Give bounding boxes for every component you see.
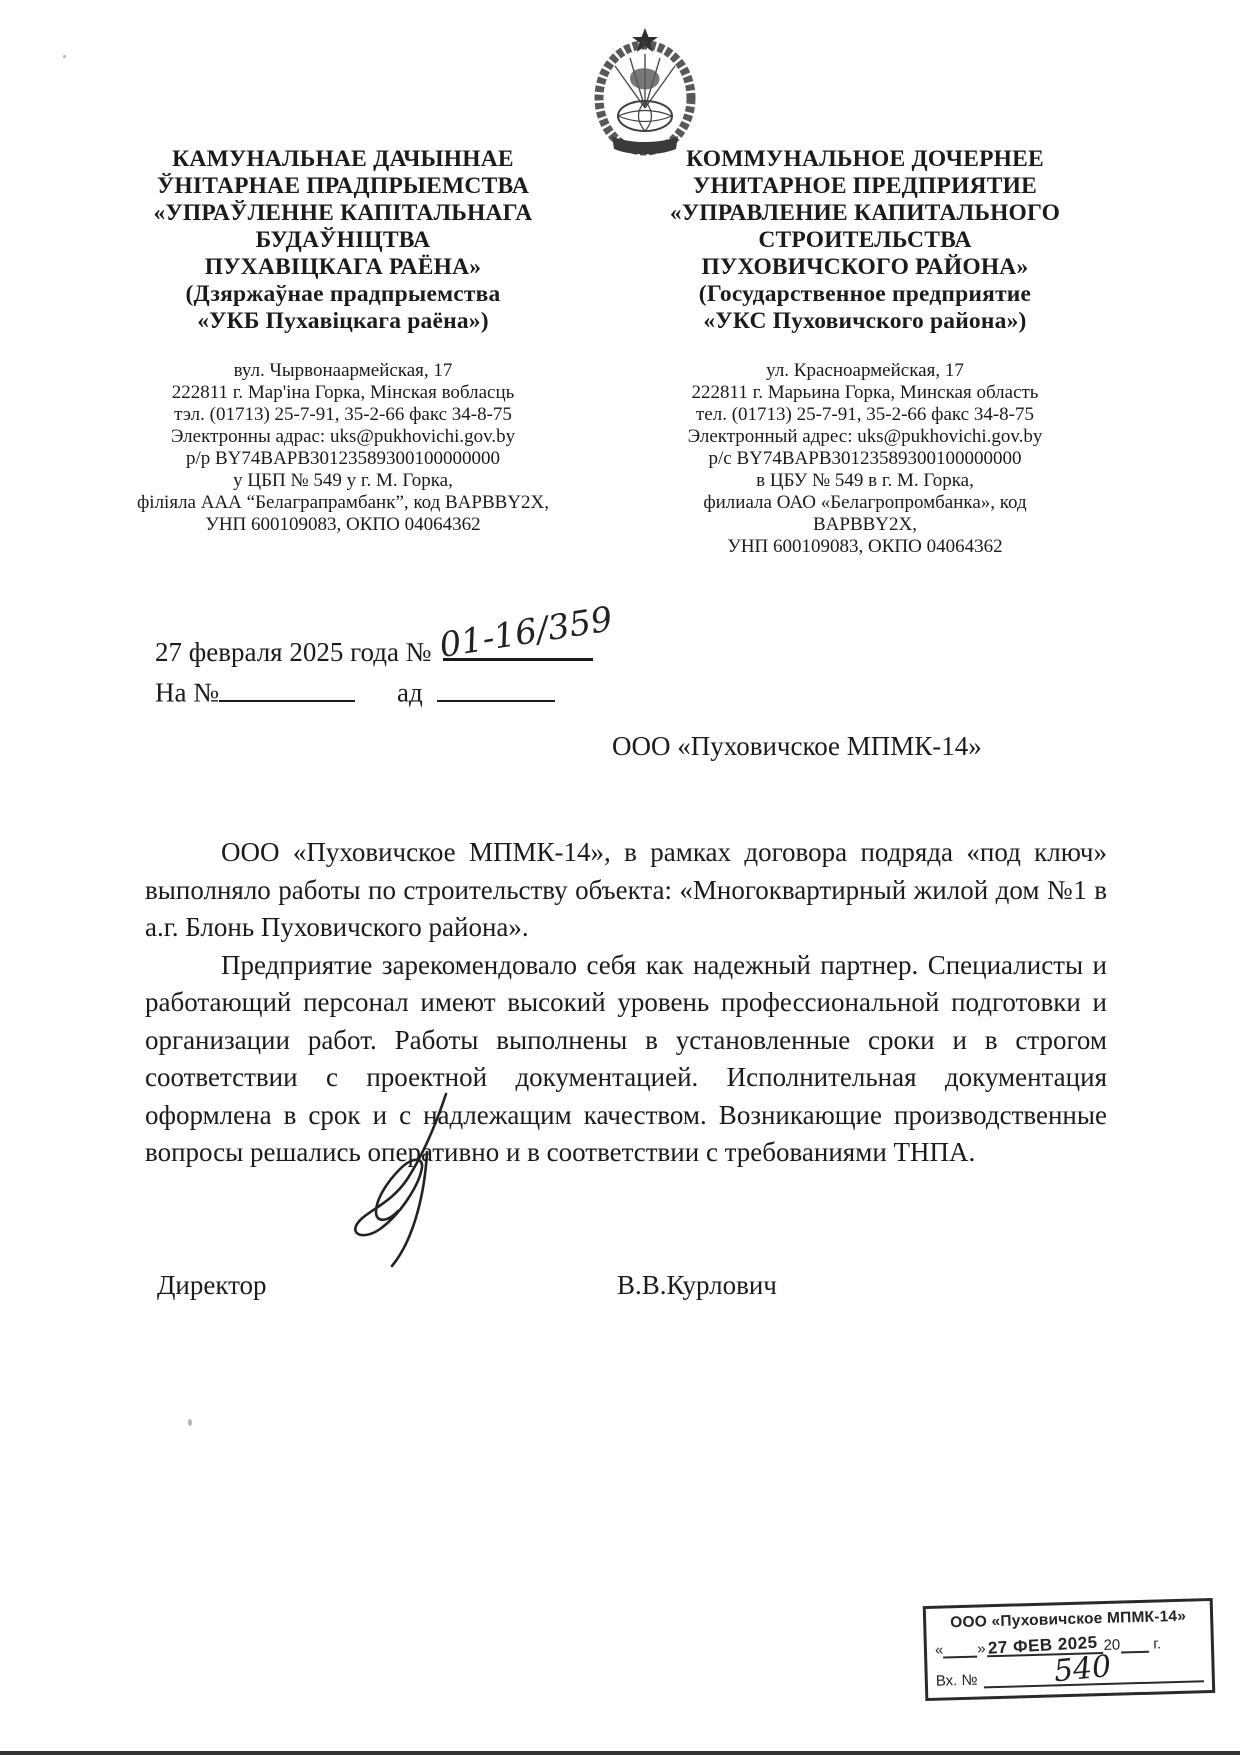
incoming-registration-stamp	[923, 1598, 1216, 1701]
letterhead-belarusian	[131, 146, 555, 536]
org-name-line: «УПРАВЛЕНИЕ КАПИТАЛЬНОГО	[669, 200, 1061, 226]
body-paragraph: Предприятие зарекомендовало себя как надежный партнер. Специалисты и работающий персонал имеют высокий уровень профессиональной подготовки и организации работ. Работы выполнены в установленные сроки и в строгом соответствии с проектной документацией. Исполнительная документация оформлена в срок и с надлежащим качеством. Возникающие производственные вопросы решались оперативно и в соответствии с требованиями ТНПА.	[145, 949, 1107, 1167]
belarus-coat-of-arms-icon	[586, 26, 704, 156]
address-line: УНП 600109083, ОКПО 04064362	[727, 536, 1003, 557]
org-name-line: (Государственное предприятие	[698, 281, 1032, 307]
stamp-incoming-blank	[983, 1648, 1204, 1690]
org-name-line: БУДАЎНІЦТВА	[255, 227, 431, 253]
stamp-year-blank	[1121, 1637, 1149, 1654]
org-name-line: ПУХАВІЦКАГА РАЁНА»	[204, 254, 482, 280]
address-line: в ЦБУ № 549 в г. М. Горка,	[756, 470, 974, 491]
address-line: р/р BY74BAPB30123589300100000000	[185, 448, 501, 469]
signer-name: В.В.Курлович	[617, 1270, 777, 1300]
letterhead-russian	[653, 146, 1077, 558]
org-name-line: ПУХОВИЧСКОГО РАЙОНА»	[701, 254, 1029, 280]
reply-prefix: На №	[155, 677, 219, 708]
outgoing-number-blank	[437, 599, 616, 666]
address-line: тэл. (01713) 25-7-91, 35-2-66 факс 34-8-75	[174, 404, 512, 425]
stamp-incoming-number-handwritten: 540	[1052, 1648, 1113, 1690]
org-name-line: «УПРАЎЛЕННЕ КАПІТАЛЬНАГА	[153, 200, 533, 226]
outgoing-date-line	[155, 599, 616, 668]
address-line: Электронный адрес: uks@pukhovichi.gov.by	[687, 426, 1043, 447]
scan-speck	[188, 1419, 192, 1426]
body-paragraph: ООО «Пуховичское МПМК-14», в рамках договора подряда «под ключ» выполняло работы по строительству объекта: «Многоквартирный жилой дом №1 в а.г. Блонь Пуховичского района».	[145, 837, 1107, 942]
org-name-line: СТРОИТЕЛЬСТВА	[758, 227, 972, 253]
stamp-year-suffix: г.	[1153, 1635, 1162, 1653]
address-line: філіяла ААА “Белаграпрамбанк”, код BAPBBY2X,	[136, 492, 550, 513]
stamp-date-imprint: 27 ФЕВ 2025	[987, 1632, 1098, 1658]
address-line: УНП 600109083, ОКПО 04064362	[205, 514, 481, 535]
date-prefix: 27 февраля 2025 года №	[155, 637, 432, 667]
scan-edge-artifact	[0, 1751, 1240, 1755]
org-name-line: (Дзяржаўнае прадпрыемства	[185, 281, 501, 307]
stamp-org-name: ООО «Пуховичское МПМК-14»	[950, 1607, 1187, 1632]
letter-body	[145, 834, 1107, 1172]
reply-reference-line	[155, 674, 555, 709]
address-line: у ЦБП № 549 у г. М. Горка,	[233, 470, 453, 491]
stamp-quote-open: «	[934, 1641, 944, 1659]
address-line: 222811 г. Мар'іна Горка, Мінская вобласць	[171, 382, 515, 403]
reply-number-blank	[219, 674, 355, 702]
addressee: ООО «Пуховичское МПМК-14»	[612, 731, 982, 761]
outgoing-number-handwritten: 01-16/359	[437, 599, 616, 666]
org-name-line: ЎНІТАРНАЕ ПРАДПРЫЕМСТВА	[156, 173, 530, 199]
org-address-block	[131, 360, 555, 536]
address-line: ул. Красноармейская, 17	[766, 360, 964, 381]
address-line: вул. Чырвонаармейская, 17	[233, 360, 453, 381]
org-name-line: УНИТАРНОЕ ПРЕДПРИЯТИЕ	[693, 173, 1037, 199]
stamp-quote-close: »	[977, 1640, 986, 1658]
stamp-incoming-line	[935, 1648, 1204, 1690]
stamp-incoming-label: Вх. №	[935, 1671, 978, 1690]
address-line: тел. (01713) 25-7-91, 35-2-66 факс 34-8-75	[695, 404, 1035, 425]
org-name-line: КОММУНАЛЬНОЕ ДОЧЕРНЕЕ	[686, 146, 1044, 172]
org-name-line: «УКБ Пухавіцкага раёна»)	[197, 308, 489, 334]
reply-ad-label: ад	[397, 677, 423, 708]
address-line: 222811 г. Марьина Горка, Минская область	[691, 382, 1039, 403]
signer-title: Директор	[157, 1270, 267, 1300]
org-name-line: «УКС Пуховичского района»)	[703, 308, 1027, 334]
signature-scribble	[328, 1090, 480, 1268]
scan-speck	[63, 55, 66, 58]
address-line: филиала ОАО «Белагропромбанка», код BAPBBY2X,	[703, 492, 1027, 535]
org-address-block	[653, 360, 1077, 558]
address-line: р/с BY74BAPB30123589300100000000	[708, 448, 1022, 469]
stamp-day-blank	[943, 1642, 977, 1659]
reply-date-blank	[437, 674, 555, 702]
stamp-year-prefix: 20	[1103, 1636, 1121, 1655]
org-name-line: КАМУНАЛЬНАЕ ДАЧЫННАЕ	[172, 146, 514, 172]
address-line: Электронны адрас: uks@pukhovichi.gov.by	[170, 426, 516, 447]
